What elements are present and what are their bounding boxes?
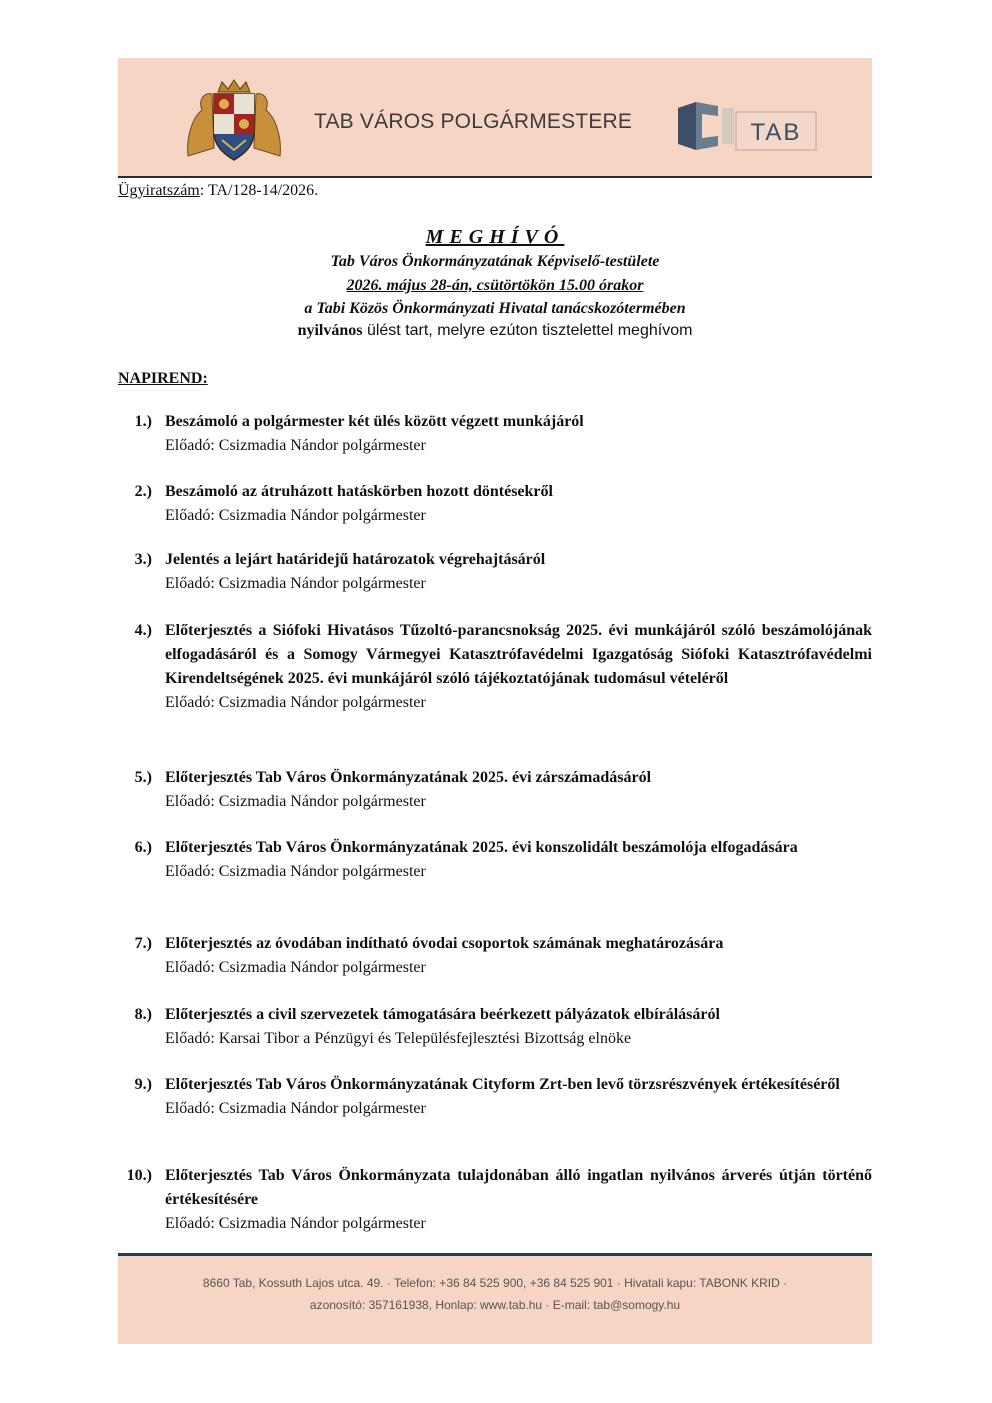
coat-of-arms-icon <box>184 78 284 162</box>
agenda-item-presenter: Előadó: Csizmadia Nándor polgármester <box>165 1100 426 1117</box>
agenda-item-title: Előterjesztés a Siófoki Hivatásos Tűzoltó-parancsnokság 2025. évi munkájáról szóló beszámolójának elfogadásáról és a Somogy Vármegyei Katasztrófavédelmi Igazgatóság Siófoki Katasztrófavédelmi Kirendeltségének 2025. évi munkájáról szóló tájékoztatójának tudomásul vételéről <box>165 622 872 687</box>
footer <box>118 1256 872 1344</box>
agenda-item-title: Előterjesztés Tab Város Önkormányzatának 2025. évi konszolidált beszámolója elfogadására <box>165 839 798 856</box>
invitation-line-body: Tab Város Önkormányzatának Képviselő-testülete <box>330 253 660 270</box>
agenda-item-number: 1.) <box>134 413 152 430</box>
case-number <box>118 182 318 200</box>
agenda-item-presenter: Előadó: Csizmadia Nándor polgármester <box>165 793 426 810</box>
session-text: ülést tart, melyre ezúton tisztelettel meghívom <box>362 322 693 339</box>
agenda-item-number: 9.) <box>134 1076 152 1093</box>
agenda-title: NAPIREND: <box>118 370 208 387</box>
agenda-item-number: 6.) <box>134 839 152 856</box>
tab-logo-text: TAB <box>750 119 802 146</box>
agenda-item-title: Előterjesztés az óvodában indítható óvodai csoportok számának meghatározására <box>165 935 724 952</box>
case-number-value: : TA/128-14/2026. <box>199 182 319 199</box>
letterhead <box>118 58 872 176</box>
agenda-item-number: 2.) <box>134 483 152 500</box>
header-title: TAB VÁROS POLGÁRMESTERE <box>314 110 633 133</box>
agenda-item-presenter: Előadó: Csizmadia Nándor polgármester <box>165 959 426 976</box>
tab-logo-icon <box>674 98 820 154</box>
agenda-item-title: Előterjesztés Tab Város Önkormányzatának 2025. évi zárszámadásáról <box>165 769 652 786</box>
agenda-item-title: Előterjesztés a civil szervezetek támogatására beérkezett pályázatok elbírálásáról <box>165 1006 720 1023</box>
agenda-item-title: Beszámoló a polgármester két ülés között végzett munkájáról <box>165 413 584 430</box>
agenda-item-presenter: Előadó: Karsai Tibor a Pénzügyi és Településfejlesztési Bizottság elnöke <box>165 1030 632 1047</box>
agenda-item-title: Beszámoló az átruházott hatáskörben hozott döntésekről <box>165 483 553 500</box>
invitation-title: MEGHÍVÓ <box>425 226 565 248</box>
agenda-item-number: 10.) <box>126 1167 152 1184</box>
agenda-item-number: 8.) <box>134 1006 152 1023</box>
invitation-line-session <box>118 322 872 340</box>
agenda-item-presenter: Előadó: Csizmadia Nándor polgármester <box>165 1215 426 1232</box>
agenda-item-number: 5.) <box>134 769 152 786</box>
invitation-line-date: 2026. május 28-án, csütörtökön 15.00 órakor <box>346 277 644 294</box>
footer-address-line: 8660 Tab, Kossuth Lajos utca. 49. · Telefon: +36 84 525 900, +36 84 525 901 · Hivatali kapu: TABONK KRID · <box>202 1276 788 1290</box>
case-number-label: Ügyiratszám <box>118 182 200 199</box>
agenda-item-presenter: Előadó: Csizmadia Nándor polgármester <box>165 694 426 711</box>
agenda-item-presenter: Előadó: Csizmadia Nándor polgármester <box>165 863 426 880</box>
header-divider <box>118 176 872 178</box>
footer-contact-line: azonosító: 357161938, Honlap: www.tab.hu · E-mail: tab@somogy.hu <box>309 1298 681 1312</box>
agenda-item-presenter: Előadó: Csizmadia Nándor polgármester <box>165 507 426 524</box>
agenda-item-title: Előterjesztés Tab Város Önkormányzatának Cityform Zrt-ben levő törzsrészvények értékesítéséről <box>165 1076 840 1093</box>
agenda-item-number: 4.) <box>134 622 152 639</box>
agenda-item-title: Előterjesztés Tab Város Önkormányzata tulajdonában álló ingatlan nyilvános árverés útján történő értékesítésére <box>165 1167 872 1208</box>
agenda-item-number: 3.) <box>134 551 152 568</box>
session-type: nyilvános <box>297 322 363 339</box>
agenda-item-title: Jelentés a lejárt határidejű határozatok végrehajtásáról <box>165 551 546 568</box>
agenda-item-number: 7.) <box>134 935 152 952</box>
invitation-line-venue: a Tabi Közös Önkormányzati Hivatal tanácskozótermében <box>304 300 686 317</box>
agenda-item-presenter: Előadó: Csizmadia Nándor polgármester <box>165 575 426 592</box>
agenda-item-presenter: Előadó: Csizmadia Nándor polgármester <box>165 437 426 454</box>
